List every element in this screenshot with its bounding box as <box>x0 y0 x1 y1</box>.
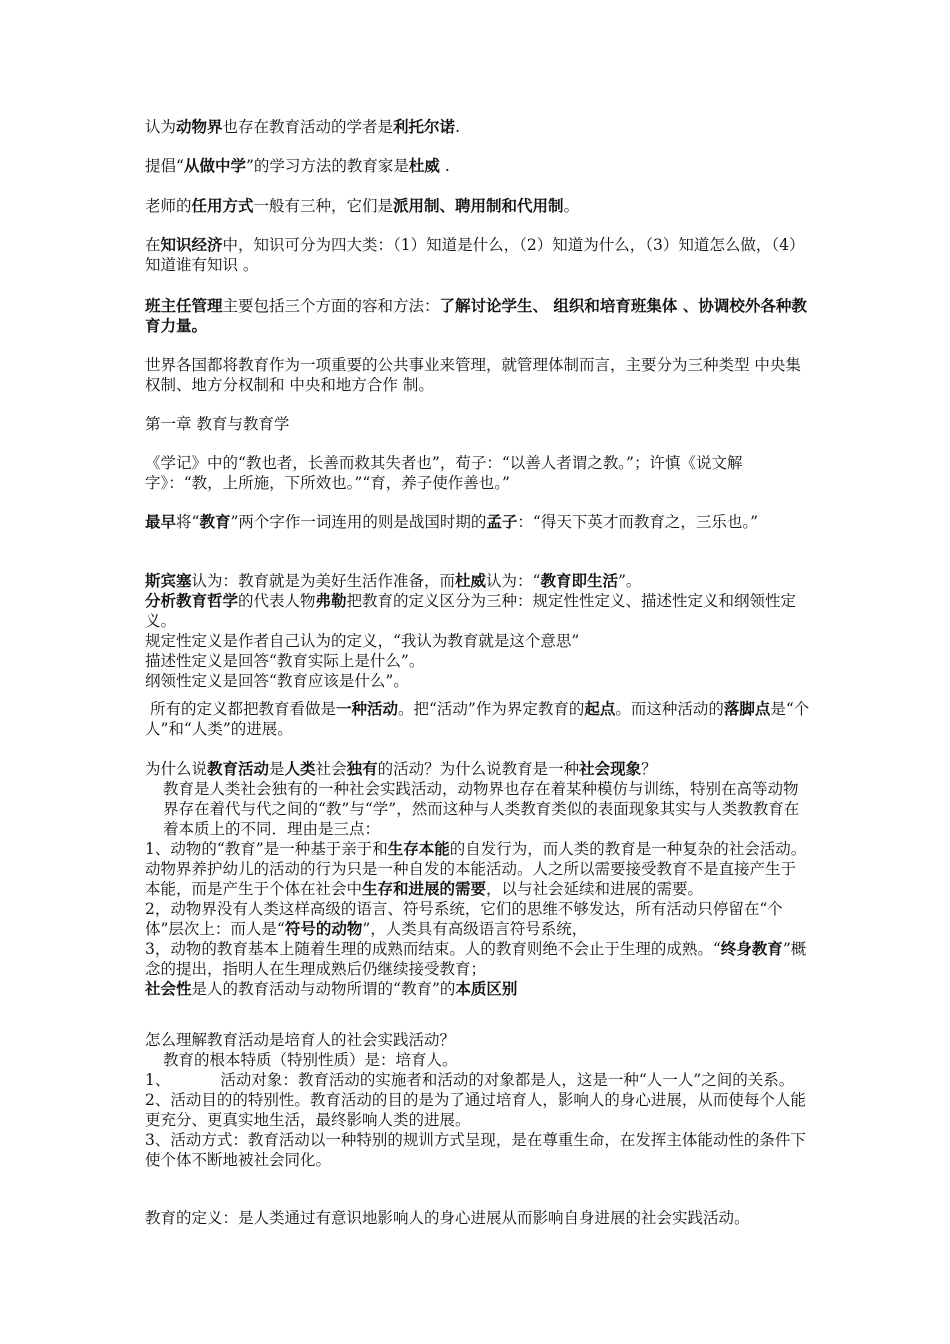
line-programmatic-definition: 纲领性定义是回答“教育应该是什么”。 <box>145 672 409 690</box>
line-prescriptive-definition: 规定性定义是作者自己认为的定义，“我认为教育就是这个意思” <box>145 632 580 650</box>
para-education-as-activity: 所有的定义都把教育看做是一种活动。把“活动”作为界定教育的起点。而这种活动的落脚点是“个人”和“人类”的进展。 <box>145 699 810 738</box>
item-1: 1、 活动对象：教育活动的实施者和活动的对象都是人，这是一种“人一人”之间的关系。 <box>145 1071 795 1089</box>
para-classical-definitions: 《学记》中的“教也者，长善而救其失者也”，荀子：“以善人者谓之教。”；许慎《说文解字》：“教，上所施，下所效也。”“育，养子使作善也。” <box>145 454 743 492</box>
para-learning-by-doing: 提倡“从做中学”的学习方法的教育家是杜威 . <box>145 156 450 175</box>
question-heading: 怎么理解教育活动是培育人的社会实践活动？ <box>145 1031 456 1049</box>
para-mencius: 最早将“教育”两个字作一词连用的则是战国时期的孟子：“得天下英才而教育之，三乐也。” <box>145 512 759 531</box>
section-social-practice <box>145 1030 810 1170</box>
para-management-systems: 世界各国都将教育作为一项重要的公共事业来管理，就管理体制而言，主要分为三种类型 中央集权制、地方分权制和 中央和地方合作 制。 <box>145 356 801 394</box>
line-spencer-dewey: 斯宾塞认为：教育就是为美好生活作准备，而杜威认为：“教育即生活”。 <box>145 571 642 590</box>
para-definitions-of-education <box>145 571 810 691</box>
line-analytic-philosophy: 分析教育哲学的代表人物弗勒把教育的定义区分为三种：规定性性定义、描述性定义和纲领性定义。 <box>145 591 797 630</box>
line-descriptive-definition: 描述性定义是回答“教育实际上是什么”。 <box>145 652 425 670</box>
reason-3: 3，动物的教育基本上随着生理的成熟而结束。人的教育则绝不会止于生理的成熟。“终身教育”概念的提出，指明人在生理成熟后仍继续接受教育； <box>145 939 807 978</box>
item-3: 3、活动方式：教育活动以一种特别的规训方式呈现，是在尊重生命，在发挥主体能动性的条件下使个体不断地被社会同化。 <box>145 1131 806 1169</box>
reason-2: 2，动物界没有人类这样高级的语言、符号系统，它们的思维不够发达，所有活动只停留在“个体”层次上：而人是“符号的动物”，人类具有高级语言符号系统， <box>145 900 783 938</box>
para-teacher-appointment: 老师的任用方式一般有三种，它们是派用制、聘用制和代用制。 <box>145 196 580 215</box>
reason-1: 1、动物的“教育”是一种基于亲于和生存本能的自发行为，而人类的教育是一种复杂的社会活动。动物界养护幼儿的活动的行为只是一种自发的本能活动。人之所以需要接受教育不是直接产生于本能，而是产生于个体在社会中生存和进展的需要，以与社会延续和进展的需要。 <box>145 839 807 898</box>
para-definition-of-education: 教育的定义：是人类通过有意识地影响人的身心进展从而影响自身进展的社会实践活动。 <box>145 1209 750 1227</box>
intro-paragraph: 教育是人类社会独有的一种社会实践活动，动物界也存在着某种模仿与训练，特别在高等动物界存在着代与代之间的“教”与“学”，然而这种与人类教育类似的表面现象其实与人类教教育在着本质上的不同．理由是三点： <box>163 780 800 838</box>
chapter-heading: 第一章 教育与教育学 <box>145 415 290 433</box>
section-why-unique-to-humans <box>145 759 810 999</box>
intro-line: 教育的根本特质（特别性质）是：培育人。 <box>163 1051 458 1069</box>
item-2: 2、活动目的的特别性。教育活动的目的是为了通过培育人，影响人的身心进展，从而使每个人能更充分、更真实地生活，最终影响人类的进展。 <box>145 1091 806 1129</box>
para-knowledge-economy: 在知识经济中，知识可分为四大类：（1）知道是什么，（2）知道为什么，（3）知道怎么做，（4） 知道谁有知识 。 <box>145 235 805 274</box>
conclusion-line: 社会性是人的教育活动与动物所谓的“教育”的本质区别 <box>145 979 518 998</box>
para-class-teacher-management: 班主任管理主要包括三个方面的容和方法：了解讨论学生、 组织和培育班集体 、协调校外各种教育力量。 <box>145 296 807 335</box>
question-heading: 为什么说教育活动是人类社会独有的活动？为什么说教育是一种社会现象？ <box>145 759 657 778</box>
para-animal-education: 认为动物界也存在教育活动的学者是利托尔诺. <box>145 117 460 136</box>
